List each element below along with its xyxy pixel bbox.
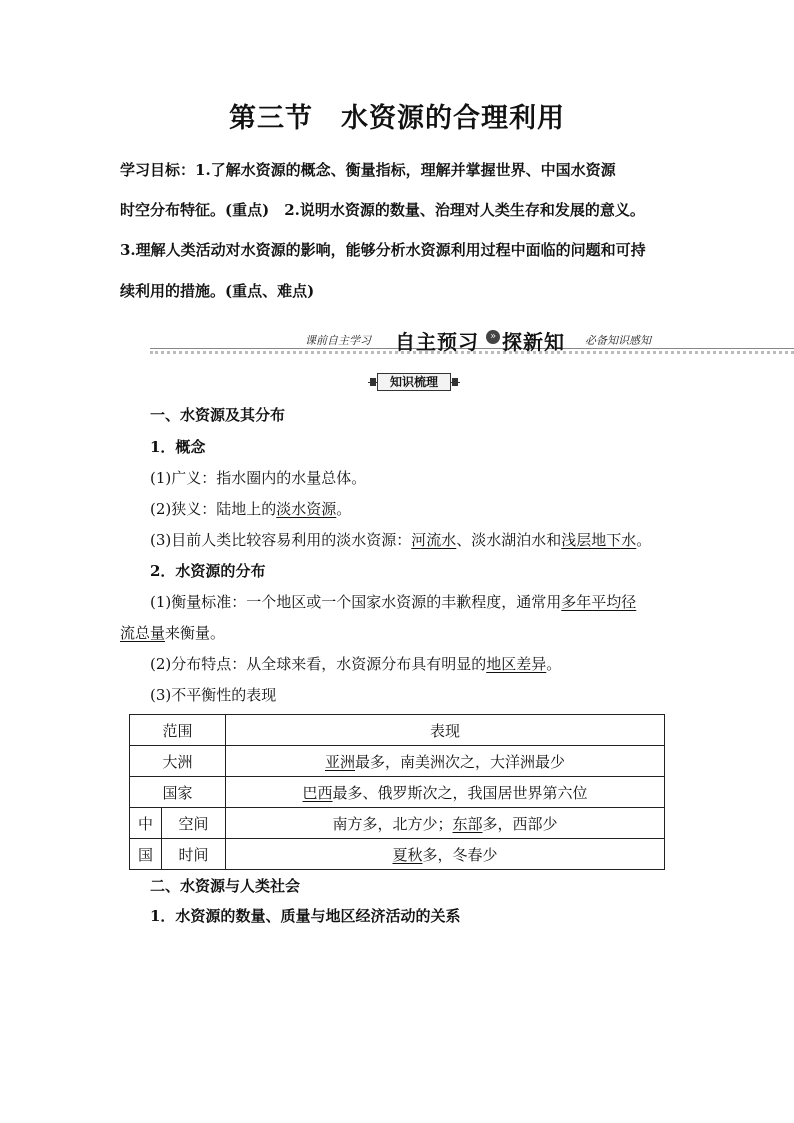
table-text: 最多，南美洲次之，大洋洲最少 [355,752,566,771]
p3-answer-1: 河流水 [411,531,457,549]
section1-sub1: 1．概念 [150,438,206,456]
p2-answer: 淡水资源 [276,500,337,518]
table-row [130,746,665,777]
table-text: 多，西部少 [482,814,558,833]
table-cell-show [226,746,665,777]
p3-answer-2: 浅层地下水 [561,531,637,549]
banner-title-1: 自主预习 [395,330,479,354]
section1-p1: (1)广义：指水圈内的水量总体。 [150,469,367,487]
table-cell-china-2: 国 [130,839,162,870]
section1-p4-line2 [120,623,225,643]
table-text: 南方多，北方少； [332,814,453,833]
tag-label: 知识梳理 [377,373,451,391]
table-answer: 东部 [452,814,483,833]
objectives-label: 学习目标： [120,161,196,179]
table-text: 最多、俄罗斯次之，我国居世界第六位 [332,783,588,802]
table-answer: 亚洲 [324,752,355,771]
section1-p5 [150,654,561,674]
section2-sub1: 1．水资源的数量、质量与地区经济活动的关系 [150,907,461,925]
banner-separator-icon: » [486,330,500,344]
section1-p2 [150,499,351,519]
table-cell-range: 大洲 [130,746,226,777]
p4-text: (1)衡量标准：一个地区或一个国家水资源的丰歉程度，通常用 [150,593,562,611]
table-answer: 巴西 [302,783,333,802]
section2-heading: 二、水资源与人类社会 [150,877,301,895]
objectives-line-4 [120,281,680,301]
table-cell-china-1: 中 [130,808,162,839]
objectives-text-3: 3.理解人类活动对水资源的影响，能够分析水资源利用过程中面临的问题和可持 [120,241,646,259]
banner-title-2: 探新知 [502,330,565,354]
title-section-number: 第三节 [229,103,313,134]
p5-end: 。 [546,655,562,673]
table-cell-range: 空间 [162,808,226,839]
p2-text: (2)狭义：陆地上的 [150,500,277,518]
p5-answer: 地区差异 [486,655,547,673]
table-cell-range: 国家 [130,777,226,808]
objectives-line-3 [120,240,680,260]
table-cell-show [226,808,665,839]
objectives-line-1 [120,160,680,180]
table-cell-range: 时间 [162,839,226,870]
p3-end: 。 [636,531,652,549]
section-banner [150,326,794,356]
objectives-text-1: 1.了解水资源的概念、衡量指标，理解并掌握世界、中国水资源 [195,161,616,179]
table-answer: 夏秋 [392,845,423,864]
p3-text: (3)目前人类比较容易利用的淡水资源： [150,531,412,549]
tag-left-marker-icon [370,378,376,386]
table-text: 多，冬春少 [422,845,498,864]
tag-right-marker-icon [452,378,458,386]
p3-mid: 、淡水湖泊水和 [456,531,562,549]
section1-p3 [150,530,651,550]
table-cell-show [226,839,665,870]
distribution-table [129,714,665,870]
objectives-line-2 [120,200,680,220]
objectives-text-2: 时空分布特征。(重点) 2.说明水资源的数量、治理对人类生存和发展的意义。 [120,201,645,219]
title-text: 水资源的合理利用 [341,103,565,134]
table-header-range: 范围 [130,715,226,746]
banner-left-caption: 课前自主学习 [305,334,371,347]
banner-right-caption: 必备知识感知 [585,334,651,347]
objectives-text-4: 续利用的措施。(重点、难点) [120,282,315,300]
table-row [130,839,665,870]
p4-end: 来衡量。 [165,624,226,642]
section1-sub2: 2．水资源的分布 [150,562,266,580]
section1-heading: 一、水资源及其分布 [150,406,286,424]
p2-end: 。 [336,500,352,518]
p4-answer-1: 多年平均径 [561,593,637,611]
table-row [130,808,665,839]
section1-p6: (3)不平衡性的表现 [150,686,277,704]
table-cell-show [226,777,665,808]
table-header-show: 表现 [226,715,665,746]
table-row [130,777,665,808]
p4-answer-2: 流总量 [120,624,166,642]
knowledge-tag [368,373,460,391]
table-row [130,715,665,746]
p5-text: (2)分布特点：从全球来看，水资源分布具有明显的 [150,655,487,673]
section1-p4-line1 [150,592,636,612]
page-title [0,96,794,135]
